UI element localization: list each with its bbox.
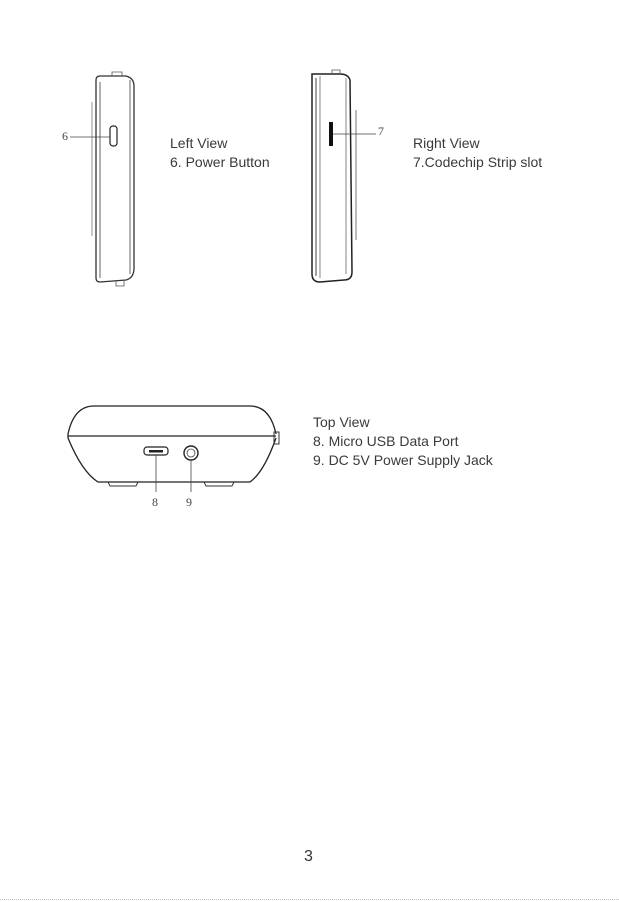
- left-view-item-power-button: 6. Power Button: [170, 154, 270, 170]
- callout-8: 8: [152, 495, 158, 509]
- top-view-item-micro-usb: 8. Micro USB Data Port: [313, 433, 459, 449]
- codechip-slot-shape: [329, 122, 333, 146]
- dc-jack-shape: [184, 446, 198, 460]
- top-view-item-dc-jack: 9. DC 5V Power Supply Jack: [313, 452, 493, 468]
- top-view-illustration: [64, 402, 284, 512]
- callout-6: 6: [62, 129, 68, 143]
- left-view-title: Left View: [170, 135, 228, 151]
- power-button-shape: [110, 126, 117, 146]
- callout-9: 9: [186, 495, 192, 509]
- left-view-illustration: [56, 72, 146, 294]
- top-view-caption: [313, 413, 493, 470]
- right-view-item-codechip-slot: 7.Codechip Strip slot: [413, 154, 543, 170]
- right-view-caption: [413, 134, 542, 172]
- right-view-illustration: [300, 70, 400, 290]
- bottom-divider: [0, 899, 619, 900]
- left-view-caption: [170, 134, 270, 172]
- page-number: 3: [304, 848, 313, 865]
- top-view-title: Top View: [313, 414, 370, 430]
- callout-7: 7: [378, 124, 384, 138]
- right-view-title: Right View: [413, 135, 480, 151]
